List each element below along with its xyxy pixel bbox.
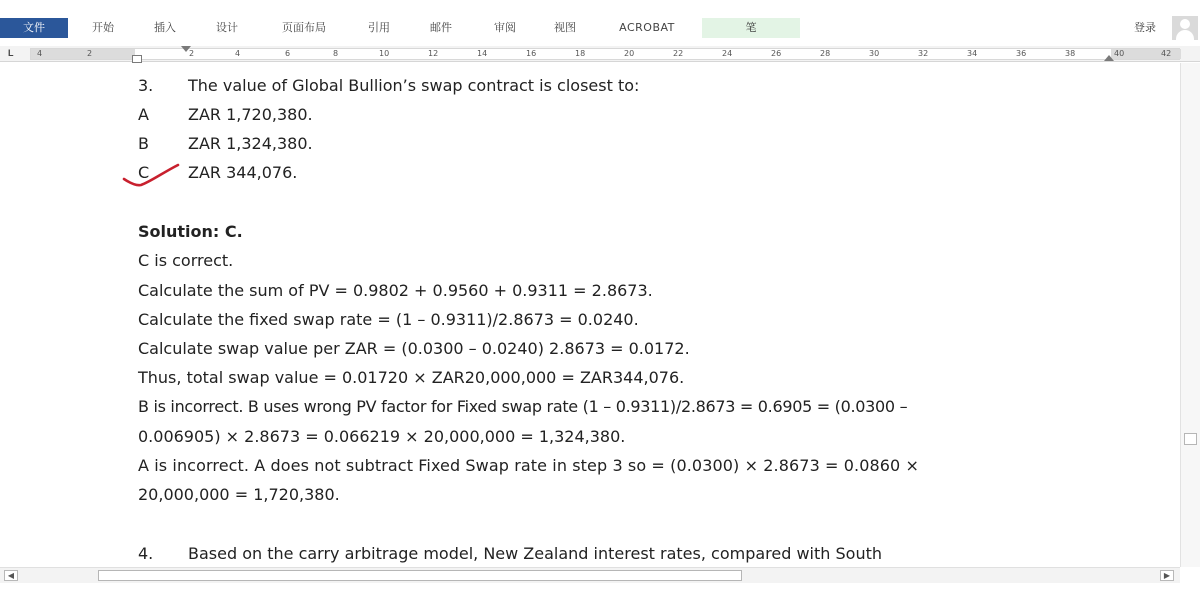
ruler-number: 34 — [967, 49, 978, 58]
tab-mailings[interactable]: 邮件 — [430, 21, 452, 34]
tab-acrobat[interactable]: ACROBAT — [619, 21, 675, 34]
ruler-number: 32 — [918, 49, 929, 58]
bottom-strip — [0, 583, 1200, 600]
solution-line: Calculate swap value per ZAR = (0.0300 – 0.0240) 2.8673 = 0.0172. — [138, 339, 690, 358]
solution-line: B is incorrect. B uses wrong PV factor for Fixed swap rate (1 – 0.9311)/2.8673 = 0.6905 = (0.0300 – — [138, 397, 908, 416]
option-letter: C — [138, 163, 150, 182]
ruler-number: 30 — [869, 49, 880, 58]
ruler-number: 14 — [477, 49, 488, 58]
horizontal-ruler-bar — [0, 46, 1200, 62]
ruler-number: 4 — [37, 49, 43, 58]
ruler-number: 22 — [673, 49, 684, 58]
solution-line: C is correct. — [138, 251, 234, 270]
tab-insert[interactable]: 插入 — [154, 21, 176, 34]
question-number: 3. — [138, 76, 154, 95]
document-page[interactable] — [0, 63, 1180, 567]
first-line-indent-marker[interactable] — [181, 46, 191, 52]
vertical-scrollbar[interactable] — [1180, 63, 1200, 567]
tab-view[interactable]: 视图 — [554, 21, 576, 34]
ruler-number: 16 — [526, 49, 537, 58]
ruler-number: 4 — [235, 49, 241, 58]
horizontal-ruler[interactable] — [30, 48, 1180, 60]
ruler-number: 2 — [189, 49, 195, 58]
solution-line: Calculate the fixed swap rate = (1 – 0.9311)/2.8673 = 0.0240. — [138, 310, 639, 329]
checkmark-stroke — [124, 165, 178, 185]
tab-review[interactable]: 审阅 — [494, 21, 516, 34]
ruler-number: 2 — [87, 49, 93, 58]
solution-line: 20,000,000 = 1,720,380. — [138, 485, 340, 504]
question-text: The value of Global Bullion’s swap contract is closest to: — [188, 76, 640, 95]
ruler-left-margin — [31, 49, 135, 59]
ruler-number: 38 — [1065, 49, 1076, 58]
tab-page-layout[interactable]: 页面布局 — [282, 21, 326, 34]
ruler-number: 18 — [575, 49, 586, 58]
ruler-number: 26 — [771, 49, 782, 58]
tab-home[interactable]: 开始 — [92, 21, 114, 34]
tab-references[interactable]: 引用 — [368, 21, 390, 34]
ruler-number: 24 — [722, 49, 733, 58]
option-letter: A — [138, 105, 149, 124]
ruler-number: 10 — [379, 49, 390, 58]
ribbon-tab-bar — [0, 0, 1200, 46]
ruler-number: 28 — [820, 49, 831, 58]
vertical-scroll-thumb[interactable] — [1184, 433, 1197, 445]
tab-selector[interactable]: L — [8, 48, 14, 58]
horizontal-scrollbar[interactable] — [0, 567, 1180, 583]
question-text: Based on the carry arbitrage model, New Zealand interest rates, compared with South — [188, 544, 882, 563]
option-text: ZAR 1,324,380. — [188, 134, 313, 153]
option-letter: B — [138, 134, 149, 153]
ruler-number: 20 — [624, 49, 635, 58]
scroll-left-arrow-icon[interactable]: ◀ — [4, 570, 18, 581]
tab-file[interactable]: 文件 — [0, 18, 68, 38]
left-indent-marker[interactable] — [132, 55, 142, 63]
tab-pen[interactable]: 笔 — [702, 18, 800, 38]
question-number: 4. — [138, 544, 154, 563]
tab-design[interactable]: 设计 — [216, 21, 238, 34]
ruler-number: 12 — [428, 49, 439, 58]
option-text: ZAR 1,720,380. — [188, 105, 313, 124]
solution-line: A is incorrect. A does not subtract Fixed Swap rate in step 3 so = (0.0300) × 2.8673 = 0.0860 × — [138, 456, 919, 475]
solution-line: 0.006905) × 2.8673 = 0.066219 × 20,000,000 = 1,324,380. — [138, 427, 626, 446]
checkmark-icon — [120, 163, 186, 195]
sign-in-link[interactable]: 登录 — [1134, 21, 1156, 34]
horizontal-scroll-thumb[interactable] — [98, 570, 742, 581]
solution-heading: Solution: C. — [138, 222, 243, 241]
ruler-number: 6 — [285, 49, 291, 58]
solution-line: Calculate the sum of PV = 0.9802 + 0.9560 + 0.9311 = 2.8673. — [138, 281, 653, 300]
ruler-number: 42 — [1161, 49, 1172, 58]
right-indent-marker[interactable] — [1104, 55, 1114, 61]
solution-line: Thus, total swap value = 0.01720 × ZAR20,000,000 = ZAR344,076. — [138, 368, 685, 387]
ruler-number: 40 — [1114, 49, 1125, 58]
option-text: ZAR 344,076. — [188, 163, 298, 182]
user-avatar-icon[interactable] — [1172, 16, 1198, 40]
ruler-number: 36 — [1016, 49, 1027, 58]
ruler-number: 8 — [333, 49, 339, 58]
scroll-right-arrow-icon[interactable]: ▶ — [1160, 570, 1174, 581]
